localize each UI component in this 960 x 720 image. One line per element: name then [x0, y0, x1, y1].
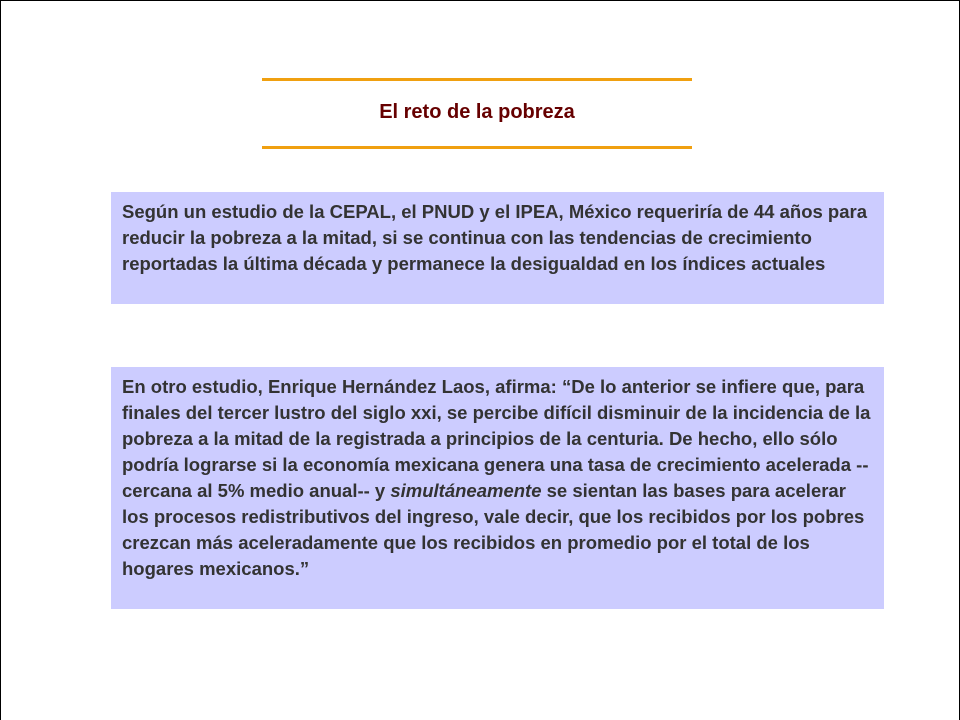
- hernandez-laos-quote-box: [111, 367, 884, 609]
- quote-text-part-2: se sientan las bases para acelerar los procesos redistributivos del ingreso, vale decir, que los recibidos por los pobres crezcan más aceleradamente que los recibidos en promedio por el total de los hogares mexicanos.”: [122, 480, 865, 579]
- title-rule-top: [262, 78, 692, 81]
- title-rule-bottom: [262, 146, 692, 149]
- slide-border-top: [0, 0, 960, 1]
- quote-emphasis: simultáneamente: [390, 480, 542, 501]
- cepal-study-text: Según un estudio de la CEPAL, el PNUD y el IPEA, México requeriría de 44 años para reducir la pobreza a la mitad, si se continua con las tendencias de crecimiento reportadas la última década y permanece la desigualdad en los índices actuales: [122, 201, 868, 274]
- slide-border-left: [0, 0, 1, 720]
- quote-text-part-1: En otro estudio, Enrique Hernández Laos, afirma: “De lo anterior se infiere que, para finales del tercer lustro del siglo xxi, se percibe difícil disminuir de la incidencia de la pobreza a la mitad de la registrada a principios de la centuria. De hecho, ello sólo podría lograrse si la economía mexicana genera una tasa de crecimiento acelerada --cercana al 5% medio anual-- y: [122, 376, 871, 501]
- hernandez-laos-quote-text: [122, 374, 872, 582]
- slide-title: El reto de la pobreza: [379, 101, 575, 123]
- cepal-study-box: [111, 192, 884, 304]
